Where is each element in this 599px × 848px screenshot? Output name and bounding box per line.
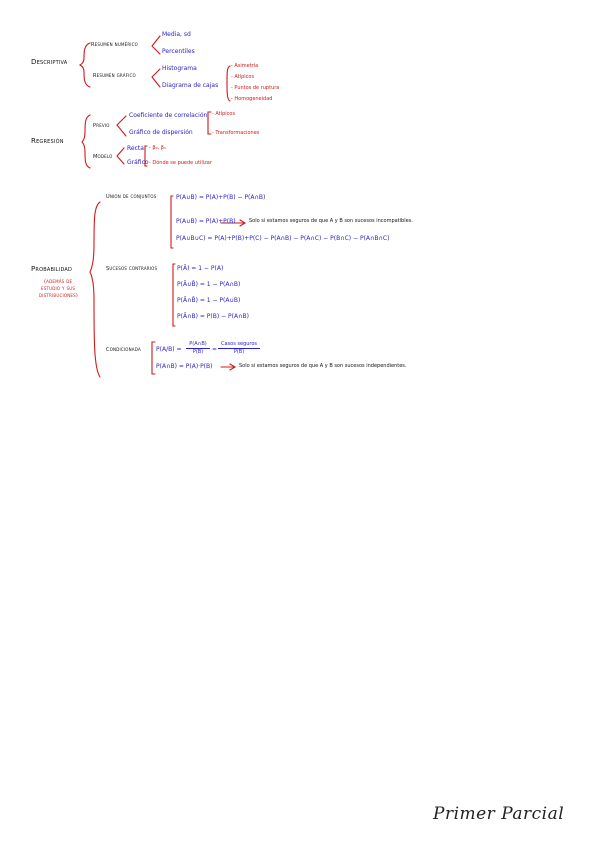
descriptiva-title: Descriptiva <box>31 58 68 66</box>
modelo-label: Modelo <box>93 154 113 160</box>
footer-title: Primer Parcial <box>433 804 565 824</box>
resumen-numerico-label: Resumen numérico <box>91 42 139 48</box>
independientes-note: Solo si estamos seguros de que A y B son sucesos independientes. <box>239 363 407 369</box>
condicionada-equals: = <box>212 346 218 353</box>
fraction-1-denominator: P(B) <box>192 349 204 355</box>
donde-utilizar-note: - Dónde se puede utilizar <box>149 160 212 166</box>
contrarios-label: Sucesos contrarios <box>106 266 158 272</box>
contrarios-formula-2: P(Ā∪B̄) = 1 − P(A∩B) <box>177 281 241 288</box>
arrow-independientes <box>221 364 235 370</box>
probabilidad-title: Probabilidad <box>31 265 73 273</box>
previo-bracket <box>117 116 126 136</box>
puntos-ruptura-note: - Puntos de ruptura <box>231 85 280 91</box>
contrarios-formula-3: P(Ā∩B̄) = 1 − P(A∪B) <box>177 297 241 304</box>
contrarios-formula-4: P(Ā∩B) = P(B) − P(A∩B) <box>177 313 249 320</box>
condicionada-fraction-2 <box>218 342 260 355</box>
diagrama-cajas-item: Diagrama de cajas <box>162 82 219 89</box>
homogeneidad-note: - Homogeneidad <box>231 96 273 102</box>
union-bracket <box>171 196 173 248</box>
condicionada-bracket <box>152 342 155 374</box>
incompatibles-note: Solo si estamos seguros de que A y B son sucesos incompatibles. <box>249 218 413 224</box>
condicionada-formula-2: P(A∩B) = P(A)·P(B) <box>156 363 213 370</box>
grafico-dispersion-item: Gráfico de dispersión <box>129 129 193 136</box>
regresion-title: Regresión <box>31 137 64 145</box>
media-sd-item: Media, sd <box>162 31 191 38</box>
fraction-2-numerator: Casos seguros <box>220 341 258 347</box>
union-formula-3: P(A∪B∪C) = P(A)+P(B)+P(C) − P(A∩B) − P(A∩C) − P(B∩C) − P(A∩B∩C) <box>176 235 390 242</box>
probabilidad-brace <box>90 202 100 377</box>
previo-label: Previo <box>93 123 110 129</box>
condicionada-label: Condicionada <box>106 347 141 353</box>
contrarios-bracket <box>173 264 175 326</box>
union-label: Unión de conjuntos <box>106 194 157 200</box>
atipicos-regresion-note: - Atípicos <box>212 111 236 117</box>
grafico-notes-bracket <box>227 66 230 101</box>
probabilidad-subtitle-1: (además de <box>44 279 73 285</box>
descriptiva-brace <box>80 43 90 87</box>
condicionada-lhs: P(A/B) = <box>156 346 182 353</box>
asimetria-note: - Asimetría <box>231 63 259 69</box>
condicionada-fraction-1 <box>186 342 210 355</box>
fraction-2-denominator: P(B) <box>233 349 245 355</box>
modelo-bracket <box>117 148 124 164</box>
contrarios-formula-1: P(Ā) = 1 − P(A) <box>177 265 224 272</box>
resumen-grafico-bracket <box>152 69 160 87</box>
percentiles-item: Percentiles <box>162 48 195 55</box>
probabilidad-subtitle-3: distribuciones) <box>39 293 79 299</box>
grafico-item: Gráfico <box>127 159 149 166</box>
union-formula-2: P(A∪B) = P(A)+P(B) <box>176 218 236 225</box>
histograma-item: Histograma <box>162 65 197 72</box>
transformaciones-note: - Transformaciones <box>212 130 260 136</box>
resumen-numerico-bracket <box>152 36 160 54</box>
recta-item: Recta <box>127 145 144 152</box>
atipicos-note: - Atípicos <box>231 74 255 80</box>
resumen-grafico-label: Resumen gráfico <box>93 73 136 79</box>
coeficiente-correlacion-item: Coeficiente de correlación <box>129 112 208 119</box>
previo-notes-bracket <box>208 112 211 134</box>
union-formula-1: P(A∪B) = P(A)+P(B) − P(A∩B) <box>176 194 266 201</box>
betas-note: - β₀, β₁ <box>149 145 166 151</box>
probabilidad-subtitle-2: estudio y sus <box>41 286 76 292</box>
fraction-1-numerator: P(A∩B) <box>189 341 207 347</box>
regresion-brace <box>82 115 90 168</box>
